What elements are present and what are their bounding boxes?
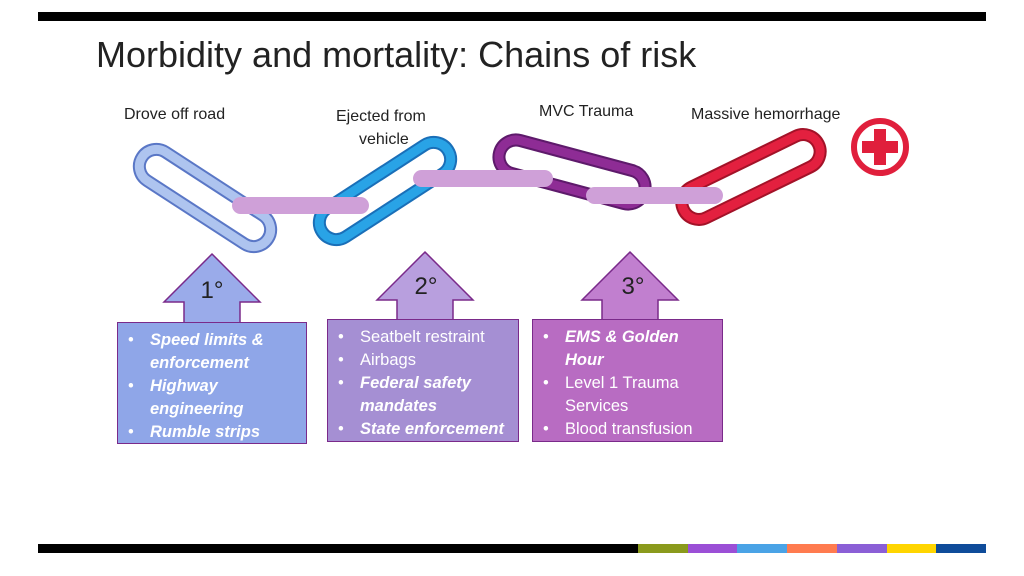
bottom-divider — [38, 544, 986, 553]
list-item: • EMS & Golden Hour — [541, 326, 716, 372]
list-item: • State enforcement — [336, 418, 512, 441]
list-item: • Airbags — [336, 349, 512, 372]
list-item: • Rumble strips — [126, 421, 300, 444]
label-ejected-line2: vehicle — [359, 131, 409, 148]
label-drove-off-road: Drove off road — [124, 106, 226, 123]
chain-connector-1 — [232, 197, 369, 214]
footer-color-segment — [887, 544, 937, 553]
primary-prevention-box — [117, 322, 307, 444]
slide-title: Morbidity and mortality: Chains of risk — [96, 34, 697, 75]
degree-secondary: 2° — [414, 273, 438, 300]
secondary-prevention-box — [327, 319, 519, 442]
footer-color-segment — [638, 544, 688, 553]
footer-color-segment — [787, 544, 837, 553]
tertiary-prevention-box — [532, 319, 723, 442]
list-item: • Federal safety mandates — [336, 372, 512, 418]
chain-link-2 — [313, 136, 457, 246]
label-mvc-trauma: MVC Trauma — [539, 103, 634, 120]
label-massive-hemorrhage: Massive hemorrhage — [691, 106, 841, 123]
degree-primary: 1° — [200, 277, 224, 304]
list-item: • Speed limits & enforcement — [126, 329, 300, 375]
footer-color-segment — [936, 544, 986, 553]
list-item: • Highway engineering — [126, 375, 300, 421]
footer-color-segment — [688, 544, 738, 553]
footer-color-segment — [737, 544, 787, 553]
chain-connector-2 — [413, 170, 553, 187]
label-ejected-line1: Ejected from — [336, 108, 426, 125]
list-item: • Blood transfusion — [541, 418, 716, 441]
red-cross-icon — [849, 116, 911, 178]
chain-link-4 — [676, 129, 826, 225]
list-item: • Level 1 Trauma Services — [541, 372, 716, 418]
footer-color-segment — [837, 544, 887, 553]
list-item: • Seatbelt restraint — [336, 326, 512, 349]
chain-connector-3 — [586, 187, 723, 204]
degree-tertiary: 3° — [621, 273, 645, 300]
footer-bar-black — [38, 544, 638, 553]
